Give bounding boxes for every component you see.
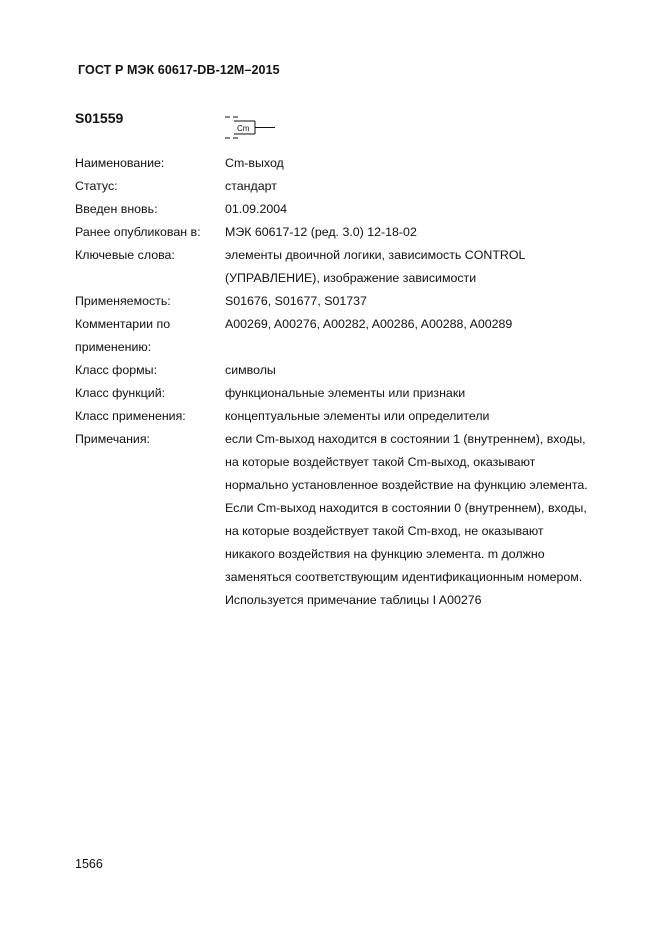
field-label-line: Наименование: <box>75 156 165 170</box>
document-header: ГОСТ Р МЭК 60617-DB-12M–2015 <box>78 63 280 77</box>
field-label-line: Класс функций: <box>75 386 166 400</box>
field-label-line: применению: <box>75 340 152 354</box>
field-label <box>75 221 225 244</box>
field-value <box>225 313 635 359</box>
field-value <box>225 290 635 313</box>
field-row <box>75 244 635 290</box>
field-value-line: на которые воздействует такой Cm-выход, оказывают <box>225 455 536 469</box>
field-value-line: Cm-выход <box>225 156 284 170</box>
field-value-line: 01.09.2004 <box>225 202 288 216</box>
field-label-line: Статус: <box>75 179 118 193</box>
field-label <box>75 405 225 428</box>
field-value <box>225 428 635 612</box>
field-value-line: A00269, A00276, A00282, A00286, A00288, A00289 <box>225 317 513 331</box>
field-value <box>225 198 635 221</box>
field-value <box>225 152 635 175</box>
field-label <box>75 382 225 405</box>
field-value-line: стандарт <box>225 179 277 193</box>
field-value <box>225 359 635 382</box>
field-label <box>75 290 225 313</box>
field-value <box>225 405 635 428</box>
field-value-line: S01676, S01677, S01737 <box>225 294 367 308</box>
field-label-line: Примечания: <box>75 432 150 446</box>
field-label-line: Ранее опубликован в: <box>75 225 201 239</box>
field-value <box>225 382 635 405</box>
field-value-line: функциональные элементы или признаки <box>225 386 466 400</box>
field-value-line: концептуальные элементы или определители <box>225 409 490 423</box>
field-row <box>75 221 635 244</box>
page-number: 1566 <box>75 857 103 871</box>
field-value-line: если Cm-выход находится в состоянии 1 (внутреннем), входы, <box>225 432 586 446</box>
field-label <box>75 359 225 382</box>
field-row <box>75 359 635 382</box>
field-value-line: на которые воздействует такой Cm-вход, не оказывают <box>225 524 544 538</box>
field-value <box>225 175 635 198</box>
field-value-line: никакого воздействия на функцию элемента. m должно <box>225 547 545 561</box>
field-value-line: нормально установленное воздействие на функцию элемента. <box>225 478 588 492</box>
field-label <box>75 244 225 290</box>
field-row <box>75 313 635 359</box>
field-label <box>75 198 225 221</box>
field-label <box>75 175 225 198</box>
field-row <box>75 405 635 428</box>
field-row <box>75 198 635 221</box>
field-label <box>75 428 225 612</box>
field-label <box>75 313 225 359</box>
symbol-label: Cm <box>237 124 250 133</box>
field-value-line: символы <box>225 363 276 377</box>
field-label-line: Комментарии по <box>75 317 171 331</box>
field-value <box>225 244 635 290</box>
field-row <box>75 175 635 198</box>
field-label-line: Класс формы: <box>75 363 158 377</box>
field-value-line: заменяться соответствующим идентификационным номером. <box>225 570 583 584</box>
field-row <box>75 290 635 313</box>
field-label-line: Класс применения: <box>75 409 186 423</box>
field-label-line: Применяемость: <box>75 294 171 308</box>
cm-output-symbol-icon <box>224 114 280 142</box>
field-label <box>75 152 225 175</box>
field-value-line: (УПРАВЛЕНИЕ), изображение зависимости <box>225 271 477 285</box>
field-value-line: МЭК 60617-12 (ред. 3.0) 12-18-02 <box>225 225 417 239</box>
field-label-line: Ключевые слова: <box>75 248 175 262</box>
field-row <box>75 428 635 612</box>
field-value-line: Если Cm-выход находится в состоянии 0 (внутреннем), входы, <box>225 501 587 515</box>
field-row <box>75 382 635 405</box>
entry-fields <box>75 152 635 612</box>
field-label-line: Введен вновь: <box>75 202 158 216</box>
field-row <box>75 152 635 175</box>
field-value-line: Используется примечание таблицы I A00276 <box>225 593 482 607</box>
field-value-line: элементы двоичной логики, зависимость CONTROL <box>225 248 526 262</box>
field-value <box>225 221 635 244</box>
entry-code: S01559 <box>75 110 124 126</box>
